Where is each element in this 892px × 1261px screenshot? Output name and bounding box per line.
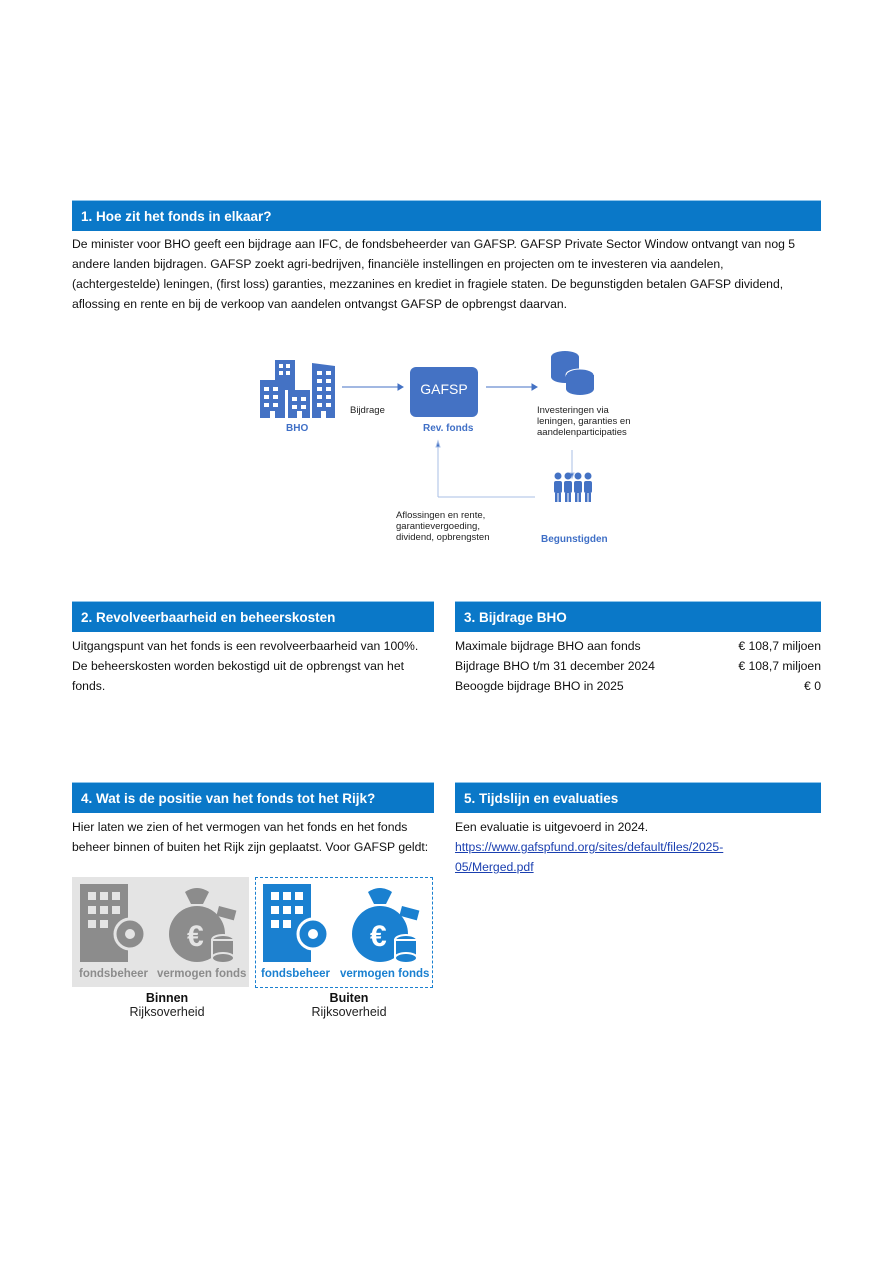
coins-icon bbox=[551, 351, 594, 395]
contribution-row: Beoogde bijdrage BHO in 2025 € 0 bbox=[455, 679, 821, 693]
section-3-header: 3. Bijdrage BHO bbox=[455, 601, 821, 632]
section-1-header: 1. Hoe zit het fonds in elkaar? bbox=[72, 200, 821, 231]
svg-text:€: € bbox=[370, 920, 387, 953]
inside-fund-capital-label: vermogen fonds bbox=[157, 968, 247, 980]
text-line: aflossing en rente en bij de verkoop van aandelen ontvangst GAFSP de opbrengst daarvan. bbox=[72, 297, 568, 311]
rev-fonds-label: Rev. fonds bbox=[423, 423, 474, 434]
investments-label: Investeringen via leningen, garanties en aandelenparticipaties bbox=[537, 405, 631, 438]
outside-caption-bold: Buiten bbox=[329, 991, 369, 1005]
section-1-body bbox=[72, 234, 832, 314]
section-5-body: Een evaluatie is uitgevoerd in 2024. bbox=[455, 820, 649, 834]
outside-fund-capital-label: vermogen fonds bbox=[340, 968, 430, 980]
fund-management-icon bbox=[80, 884, 155, 964]
section-5-header: 5. Tijdslijn en evaluaties bbox=[455, 782, 821, 813]
gafsp-box-label: GAFSP bbox=[420, 381, 468, 397]
text-line: andere landen bijdragen. GAFSP zoekt agri-bedrijven, financiële instellingen en projecten om te investeren via aandelen, bbox=[72, 257, 724, 271]
evaluation-link[interactable]: https://www.gafspfund.org/sites/default/files/2025- bbox=[455, 840, 724, 854]
bho-label: BHO bbox=[286, 423, 309, 434]
fund-management-icon bbox=[263, 884, 338, 964]
people-icon bbox=[554, 473, 592, 503]
evaluation-link-continued[interactable]: 05/Merged.pdf bbox=[455, 860, 534, 874]
contribution-row: Maximale bijdrage BHO aan fonds € 108,7 miljoen bbox=[455, 639, 821, 653]
outside-caption: Rijksoverheid bbox=[311, 1005, 387, 1019]
section-4-body: Hier laten we zien of het vermogen van het fonds en het fonds beheer binnen of buiten het Rijk zijn geplaatst. Voor GAFSP geldt: bbox=[72, 820, 429, 854]
section-2-body: Uitgangspunt van het fonds is een revolveerbaarheid van 100%. De beheerskosten worden bekostigd uit de opbrengst van het fonds. bbox=[72, 639, 419, 693]
inside-fund-management-label: fondsbeheer bbox=[79, 968, 149, 980]
evaluation-link-block bbox=[455, 837, 825, 877]
text-line: (achtergestelde) leningen, (first loss) garanties, mezzanines en krediet in fragiele staten. De begunstigden betalen GAFSP dividend, bbox=[72, 277, 784, 291]
outside-fund-management-label: fondsbeheer bbox=[261, 968, 331, 980]
buildings-icon bbox=[260, 360, 335, 418]
contribution-row: Bijdrage BHO t/m 31 december 2024 € 108,7 miljoen bbox=[455, 659, 821, 673]
section-2-header: 2. Revolveerbaarheid en beheerskosten bbox=[72, 601, 434, 632]
beneficiaries-label: Begunstigden bbox=[541, 534, 608, 545]
fund-capital-icon bbox=[165, 884, 245, 964]
fund-capital-icon bbox=[348, 884, 428, 964]
bijdrage-label: Bijdrage bbox=[350, 405, 385, 416]
svg-text:€: € bbox=[187, 920, 204, 953]
returns-label: Aflossingen en rente, garantievergoeding, dividend, opbrengsten bbox=[396, 510, 490, 543]
text-line: De minister voor BHO geeft een bijdrage aan IFC, de fondsbeheerder van GAFSP. GAFSP Private Sector Window ontvangt van nog 5 bbox=[72, 237, 796, 251]
section-4-header: 4. Wat is de positie van het fonds tot het Rijk? bbox=[72, 782, 434, 813]
inside-caption-bold: Binnen bbox=[145, 991, 189, 1005]
inside-caption: Rijksoverheid bbox=[129, 1005, 205, 1019]
